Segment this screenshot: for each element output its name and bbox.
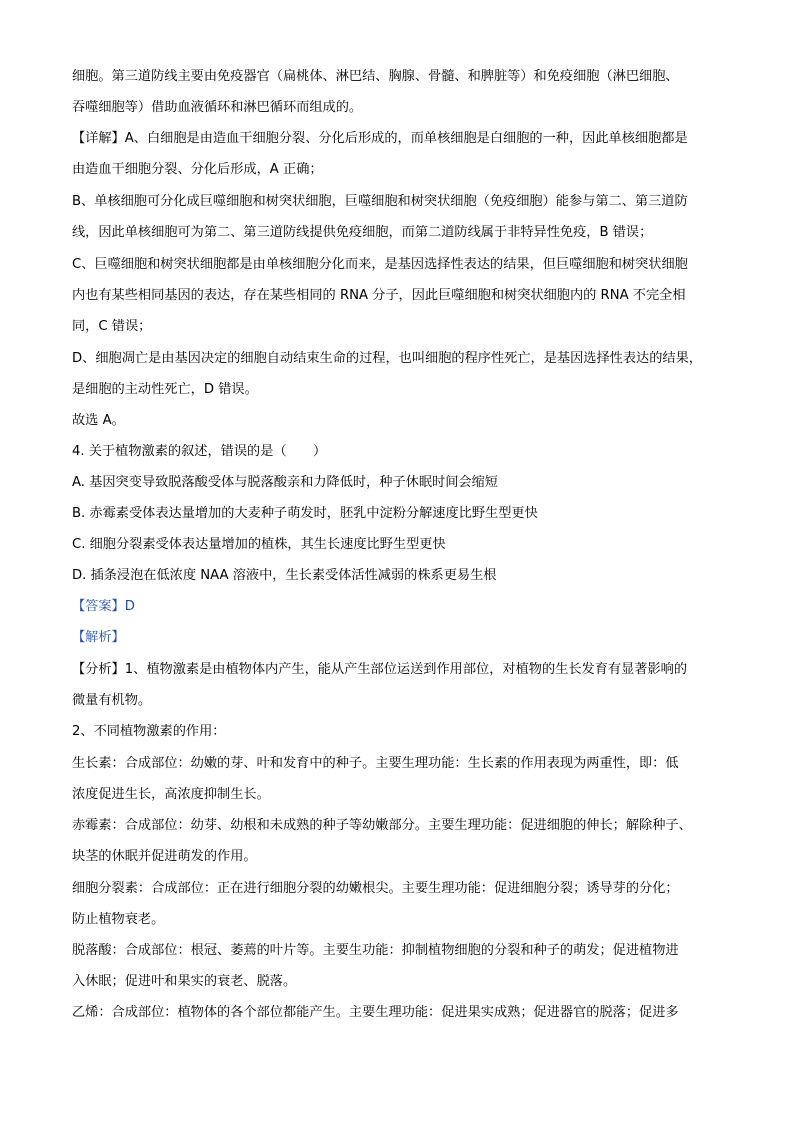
text-line: 块茎的休眠并促进萌发的作用。 bbox=[72, 849, 257, 864]
text-line: 生长素：合成部位：幼嫩的芽、叶和发育中的种子。主要生理功能：生长素的作用表现为两重性，即：低 bbox=[72, 756, 679, 771]
text-line: 故选 A。 bbox=[72, 413, 125, 428]
text-line: B、单核细胞可分化成巨噬细胞和树突状细胞，巨噬细胞和树突状细胞（免疫细胞）能参与第二、第三道防 bbox=[72, 194, 688, 209]
text-line: 内也有某些相同基因的表达，存在某些相同的 RNA 分子，因此巨噬细胞和树突状细胞内的 RNA 不完全相 bbox=[72, 288, 686, 303]
text-line: 防止植物衰老。 bbox=[72, 912, 165, 927]
text-line: 吞噬细胞等）借助血液循环和淋巴循环而组成的。 bbox=[72, 100, 363, 115]
text-line: 细胞。第三道防线主要由免疫器官（扁桃体、淋巴结、胸腺、骨髓、和脾脏等）和免疫细胞（淋巴细胞、 bbox=[72, 69, 679, 84]
option-d: D. 插条浸泡在低浓度 NAA 溶液中，生长素受体活性减弱的株系更易生根 bbox=[72, 568, 497, 583]
text-line: 【分析】1、植物激素是由植物体内产生，能从产生部位运送到作用部位，对植物的生长发育有显著影响的 bbox=[72, 662, 688, 677]
text-line: 【详解】A、白细胞是由造血干细胞分裂、分化后形成的，而单核细胞是白细胞的一种，因此单核细胞都是 bbox=[72, 131, 688, 146]
text-line: 脱落酸：合成部位：根冠、萎蔫的叶片等。主要生功能：抑制植物细胞的分裂和种子的萌发；促进植物进 bbox=[72, 943, 679, 958]
option-b: B. 赤霉素受体表达量增加的大麦种子萌发时，胚乳中淀粉分解速度比野生型更快 bbox=[72, 506, 538, 521]
analysis-label: 【解析】 bbox=[72, 630, 125, 645]
text-line: 乙烯：合成部位：植物体的各个部位都能产生。主要生理功能：促进果实成熟；促进器官的脱落；促进多 bbox=[72, 1005, 679, 1020]
text-line: 入休眠；促进叶和果实的衰老、脱落。 bbox=[72, 974, 297, 989]
option-a: A. 基因突变导致脱落酸受体与脱落酸亲和力降低时，种子休眠时间会缩短 bbox=[72, 475, 498, 490]
question-stem: 4. 关于植物激素的叙述，错误的是（ ） bbox=[72, 444, 327, 459]
text-line: 由造血干细胞分裂、分化后形成，A 正确； bbox=[72, 162, 323, 177]
text-line: 细胞分裂素：合成部位：正在进行细胞分裂的幼嫩根尖。主要生理功能：促进细胞分裂；诱导芽的分化； bbox=[72, 881, 679, 896]
text-line: 是细胞的主动性死亡，D 错误。 bbox=[72, 382, 258, 397]
text-line: D、细胞凋亡是由基因决定的细胞自动结束生命的过程，也叫细胞的程序性死亡，是基因选择性表达的结果， bbox=[72, 351, 702, 366]
text-line: 线，因此单核细胞可为第二、第三道防线提供免疫细胞，而第二道防线属于非特异性免疫，B 错误； bbox=[72, 225, 653, 240]
text-line: 赤霉素：合成部位：幼芽、幼根和未成熟的种子等幼嫩部分。主要生理功能：促进细胞的伸长；解除种子、 bbox=[72, 818, 692, 833]
text-line: 浓度促进生长，高浓度抑制生长。 bbox=[72, 787, 270, 802]
text-line: C、巨噬细胞和树突状细胞都是由单核细胞分化而来，是基因选择性表达的结果，但巨噬细胞和树突状细胞 bbox=[72, 257, 688, 272]
option-c: C. 细胞分裂素受体表达量增加的植株，其生长速度比野生型更快 bbox=[72, 537, 446, 552]
answer-label: 【答案】D bbox=[72, 599, 135, 614]
text-line: 同，C 错误； bbox=[72, 319, 152, 334]
text-line: 2、不同植物激素的作用： bbox=[72, 724, 226, 739]
text-line: 微量有机物。 bbox=[72, 693, 152, 708]
